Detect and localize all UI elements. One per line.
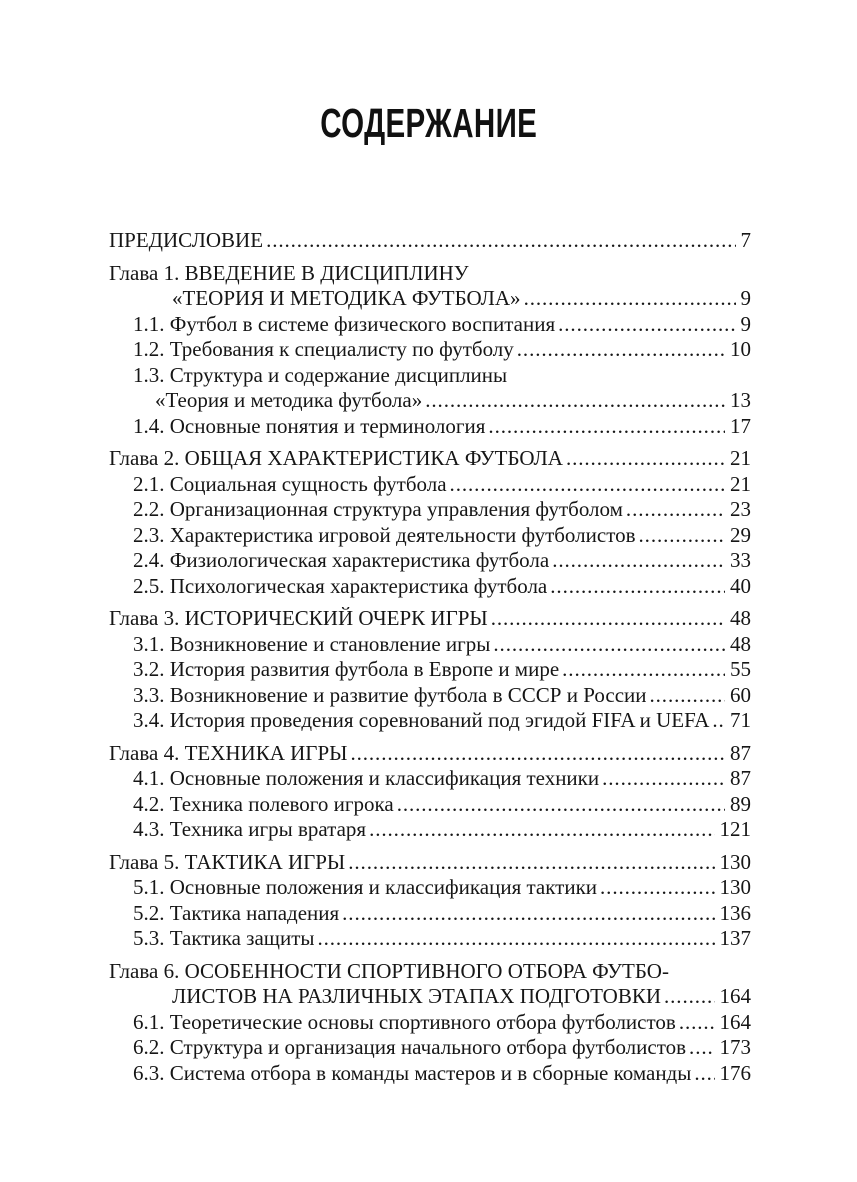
toc-entry-text: 1.1. Футбол в системе физического воспитания (133, 311, 556, 336)
toc-page-number: 136 (719, 900, 751, 925)
toc-entry-text: 3.4. История проведения соревнований под эгидой FIFA и UEFA (133, 708, 710, 732)
dot-leader (597, 875, 714, 901)
dot-leader (521, 286, 736, 312)
toc-entry-text: 6.1. Теоретические основы спортивного отбора футболистов (133, 1009, 676, 1034)
toc-page-number: 10 (730, 337, 751, 361)
dot-leader (485, 414, 725, 440)
toc-entry-text: 4.3. Техника игры вратаря (133, 817, 367, 841)
toc-page-number: 137 (719, 926, 751, 950)
toc-entry-text: 6.3. Система отбора в команды мастеров и в сборные команды (133, 1060, 692, 1085)
toc-page-number: 71 (730, 708, 751, 732)
toc-page-number: 13 (730, 388, 751, 412)
dot-leader (366, 817, 714, 843)
toc-page-number: 17 (730, 413, 751, 438)
dot-leader (676, 1010, 715, 1036)
toc-page-number: 121 (719, 817, 751, 841)
toc-entry-text: 2.1. Социальная сущность футбола (133, 471, 447, 496)
dot-leader (686, 1035, 714, 1061)
dot-leader (709, 708, 725, 734)
toc-entry-text: Глава 4. ТЕХНИКА ИГРЫ (109, 740, 348, 765)
page-title-text: СОДЕРЖАНИЕ (319, 100, 537, 146)
toc-row (109, 414, 751, 440)
toc-entry-text: «ТЕОРИЯ И МЕТОДИКА ФУТБОЛА» (172, 286, 521, 310)
dot-leader (549, 548, 725, 574)
dot-leader (647, 683, 726, 709)
dot-leader (394, 792, 725, 818)
toc-entry-text: Глава 5. ТАКТИКА ИГРЫ (109, 849, 346, 874)
toc-page-number: 48 (730, 631, 751, 656)
toc-entry-text: 2.2. Организационная структура управления футболом (133, 497, 623, 521)
toc-page-number: 23 (730, 497, 751, 521)
dot-leader (563, 446, 725, 472)
toc-entry-text: Глава 1. ВВЕДЕНИЕ В ДИСЦИПЛИНУ (109, 260, 469, 285)
toc-row (109, 766, 751, 792)
dot-leader (636, 523, 725, 549)
toc-page-number: 164 (719, 1009, 751, 1034)
toc-row (109, 657, 751, 683)
toc-page-number: 60 (730, 682, 751, 707)
dot-leader (490, 632, 725, 658)
toc-row (109, 1010, 751, 1036)
toc-entry-text: 4.1. Основные положения и классификация техники (133, 766, 600, 790)
toc-row (109, 683, 751, 709)
toc-row (109, 312, 751, 338)
table-of-contents (109, 228, 751, 1086)
dot-leader (555, 312, 735, 338)
toc-page-number: 48 (730, 606, 751, 630)
toc-row (109, 388, 751, 414)
toc-row (109, 261, 751, 287)
dot-leader (559, 657, 725, 683)
toc-page-number: 173 (719, 1035, 751, 1059)
toc-entry-text: 2.3. Характеристика игровой деятельности футболистов (133, 522, 636, 547)
toc-page-number: 29 (730, 522, 751, 547)
toc-row (109, 850, 751, 876)
toc-entry-text: 1.2. Требования к специалисту по футболу (133, 337, 514, 361)
toc-entry-text: ЛИСТОВ НА РАЗЛИЧНЫХ ЭТАПАХ ПОДГОТОВКИ (172, 984, 661, 1008)
toc-page-number: 164 (719, 984, 751, 1008)
toc-page-number: 21 (730, 446, 751, 470)
toc-entry-text: 1.4. Основные понятия и терминология (133, 413, 486, 438)
page-title (0, 100, 857, 146)
toc-entry-text: 5.3. Тактика защиты (133, 926, 315, 950)
toc-row (109, 228, 751, 254)
toc-row (109, 1035, 751, 1061)
toc-entry-text: 3.2. История развития футбола в Европе и мире (133, 657, 560, 681)
toc-row (109, 446, 751, 472)
toc-entry-text: ПРЕДИСЛОВИЕ (109, 228, 264, 252)
toc-row (109, 286, 751, 312)
toc-entry-text: 5.1. Основные положения и классификация тактики (133, 875, 598, 899)
toc-row (109, 959, 751, 985)
dot-leader (514, 337, 725, 363)
toc-page-number: 130 (719, 875, 751, 899)
dot-leader (422, 388, 725, 414)
toc-page-number: 9 (740, 286, 751, 310)
toc-row (109, 741, 751, 767)
toc-row (109, 875, 751, 901)
dot-leader (347, 741, 725, 767)
toc-page-number: 33 (730, 548, 751, 572)
toc-row (109, 548, 751, 574)
toc-entry-text: Глава 3. ИСТОРИЧЕСКИЙ ОЧЕРК ИГРЫ (109, 606, 488, 630)
toc-page-number: 40 (730, 573, 751, 598)
dot-leader (661, 984, 715, 1010)
toc-row (109, 926, 751, 952)
dot-leader (314, 926, 714, 952)
toc-row (109, 363, 751, 389)
toc-row (109, 984, 751, 1010)
toc-row (109, 817, 751, 843)
toc-row (109, 792, 751, 818)
toc-page-number: 21 (730, 471, 751, 496)
toc-entry-text: 2.4. Физиологическая характеристика футбола (133, 548, 550, 572)
dot-leader (345, 850, 714, 876)
dot-leader (623, 497, 725, 523)
dot-leader (263, 228, 735, 254)
toc-entry-text: 4.2. Техника полевого игрока (133, 791, 394, 816)
toc-page-number: 130 (719, 849, 751, 874)
dot-leader (488, 606, 725, 632)
toc-page-number: 9 (740, 311, 751, 336)
toc-page-number: 87 (730, 740, 751, 765)
dot-leader (339, 901, 714, 927)
dot-leader (447, 472, 725, 498)
toc-page-number: 176 (719, 1060, 751, 1085)
toc-page-number: 7 (740, 228, 751, 252)
toc-row (109, 606, 751, 632)
toc-row (109, 1061, 751, 1087)
toc-entry-text: «Теория и методика футбола» (155, 388, 423, 412)
toc-entry-text: Глава 6. ОСОБЕННОСТИ СПОРТИВНОГО ОТБОРА ФУТБО- (109, 958, 669, 983)
toc-row (109, 632, 751, 658)
toc-entry-text: 2.5. Психологическая характеристика футбола (133, 573, 548, 598)
toc-row (109, 523, 751, 549)
toc-page-number: 55 (730, 657, 751, 681)
toc-row (109, 337, 751, 363)
toc-row (109, 574, 751, 600)
toc-entry-text: 5.2. Тактика нападения (133, 900, 340, 925)
toc-row (109, 901, 751, 927)
toc-entry-text: 1.3. Структура и содержание дисциплины (133, 362, 508, 387)
toc-entry-text: 6.2. Структура и организация начального отбора футболистов (133, 1035, 687, 1059)
toc-row (109, 472, 751, 498)
toc-entry-text: Глава 2. ОБЩАЯ ХАРАКТЕРИСТИКА ФУТБОЛА (109, 446, 563, 470)
dot-leader (691, 1061, 714, 1087)
toc-page-number: 87 (730, 766, 751, 790)
toc-entry-text: 3.3. Возникновение и развитие футбола в СССР и России (133, 682, 647, 707)
toc-entry-text: 3.1. Возникновение и становление игры (133, 631, 491, 656)
dot-leader (547, 574, 725, 600)
toc-page-number: 89 (730, 791, 751, 816)
dot-leader (599, 766, 725, 792)
toc-row (109, 708, 751, 734)
toc-row (109, 497, 751, 523)
